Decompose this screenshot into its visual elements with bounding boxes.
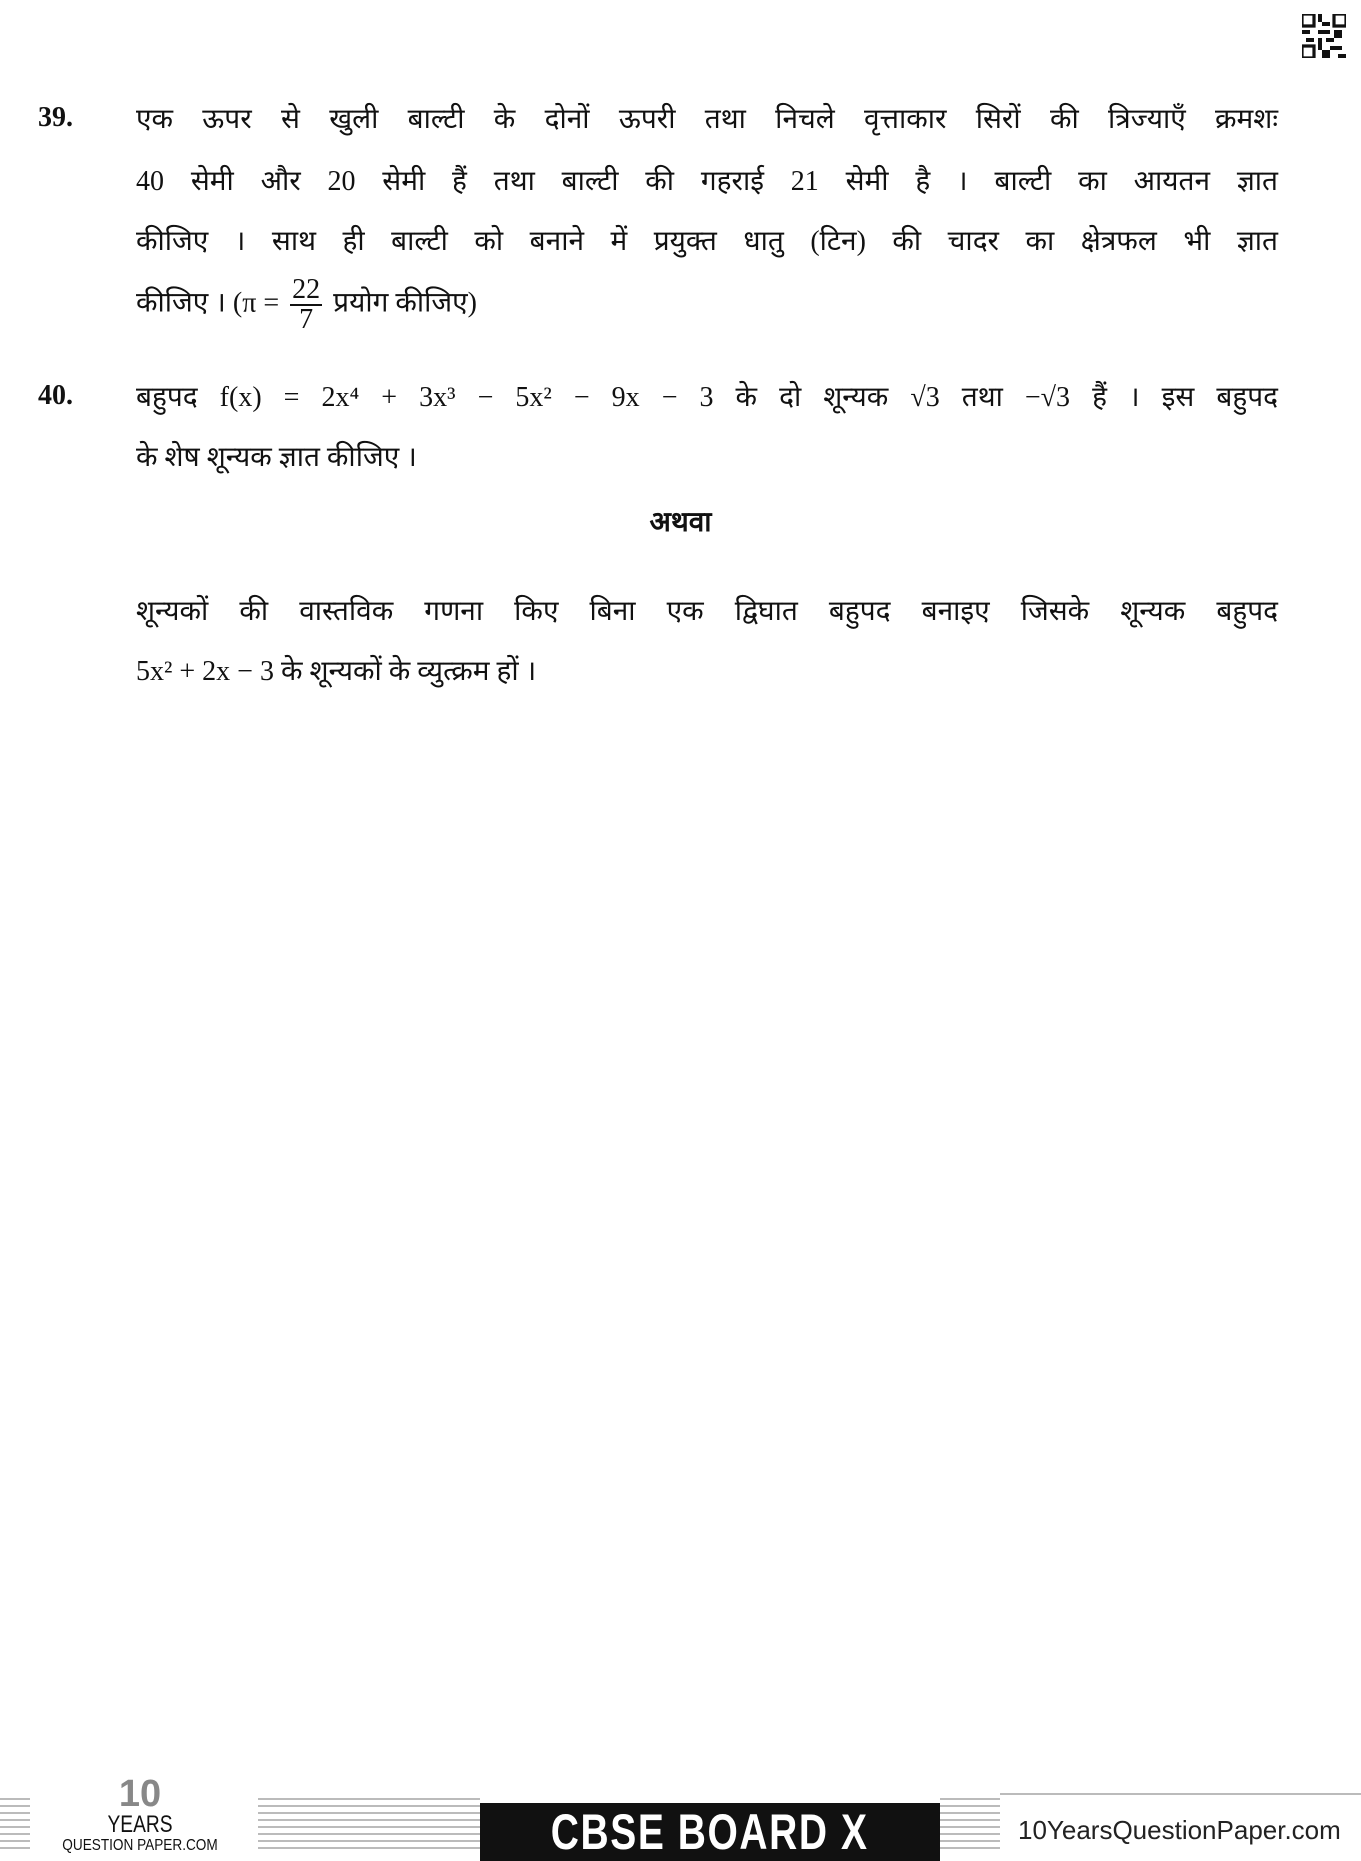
- q40-line-2: के शेष शून्यक ज्ञात कीजिए ।: [136, 442, 417, 473]
- footer-stripes-left: [0, 1793, 30, 1851]
- footer-stripes-right: [940, 1793, 1000, 1851]
- fraction-numerator: 22: [292, 274, 321, 305]
- footer-stripes-middle: [258, 1793, 480, 1851]
- q40-alt-line-2: 5x² + 2x − 3 के शून्यकों के व्युत्क्रम हों ।: [136, 656, 537, 687]
- pi-fraction: [290, 276, 322, 334]
- logo-site: QUESTION PAPER.COM: [62, 1837, 218, 1854]
- question-number-40: 40.: [38, 380, 73, 411]
- fraction-denominator: 7: [299, 304, 314, 335]
- q40-line-1: बहुपद f(x) = 2x⁴ + 3x³ − 5x² − 9x − 3 के दो शून्यक √3 तथा −√3 हैं । इस बहुपद: [136, 382, 1278, 413]
- q39-line-3: कीजिए । साथ ही बाल्टी को बनाने में प्रयुक्त धातु (टिन) की चादर का क्षेत्रफल भी ज्ञात: [136, 226, 1278, 257]
- footer: [0, 1775, 1361, 1861]
- q39-line-2: 40 सेमी और 20 सेमी हैं तथा बाल्टी की गहराई 21 सेमी है । बाल्टी का आयतन ज्ञात: [136, 166, 1278, 197]
- q40-alt-line-1: शून्यकों की वास्तविक गणना किए बिना एक द्विघात बहुपद बनाइए जिसके शून्यक बहुपद: [136, 596, 1278, 627]
- footer-site-link[interactable]: 10YearsQuestionPaper.com: [1018, 1815, 1341, 1845]
- footer-logo: [30, 1775, 250, 1855]
- q39-line-4: [136, 276, 477, 334]
- footer-rule: [1000, 1793, 1361, 1795]
- logo-number: 10: [118, 1773, 162, 1815]
- q39-line-1: एक ऊपर से खुली बाल्टी के दोनों ऊपरी तथा निचले वृत्ताकार सिरों की त्रिज्याएँ क्रमशः: [136, 104, 1278, 135]
- question-number-39: 39.: [38, 102, 73, 133]
- q39-line-4-suffix: प्रयोग कीजिए): [333, 287, 477, 319]
- q39-line-4-prefix: कीजिए । (π =: [136, 287, 280, 319]
- logo-years: YEARS: [107, 1811, 173, 1838]
- or-label: अथवा: [649, 507, 712, 538]
- board-badge-text: CBSE BOARD X: [551, 1804, 869, 1860]
- qr-code-icon: [1302, 14, 1346, 58]
- board-badge: [480, 1803, 940, 1861]
